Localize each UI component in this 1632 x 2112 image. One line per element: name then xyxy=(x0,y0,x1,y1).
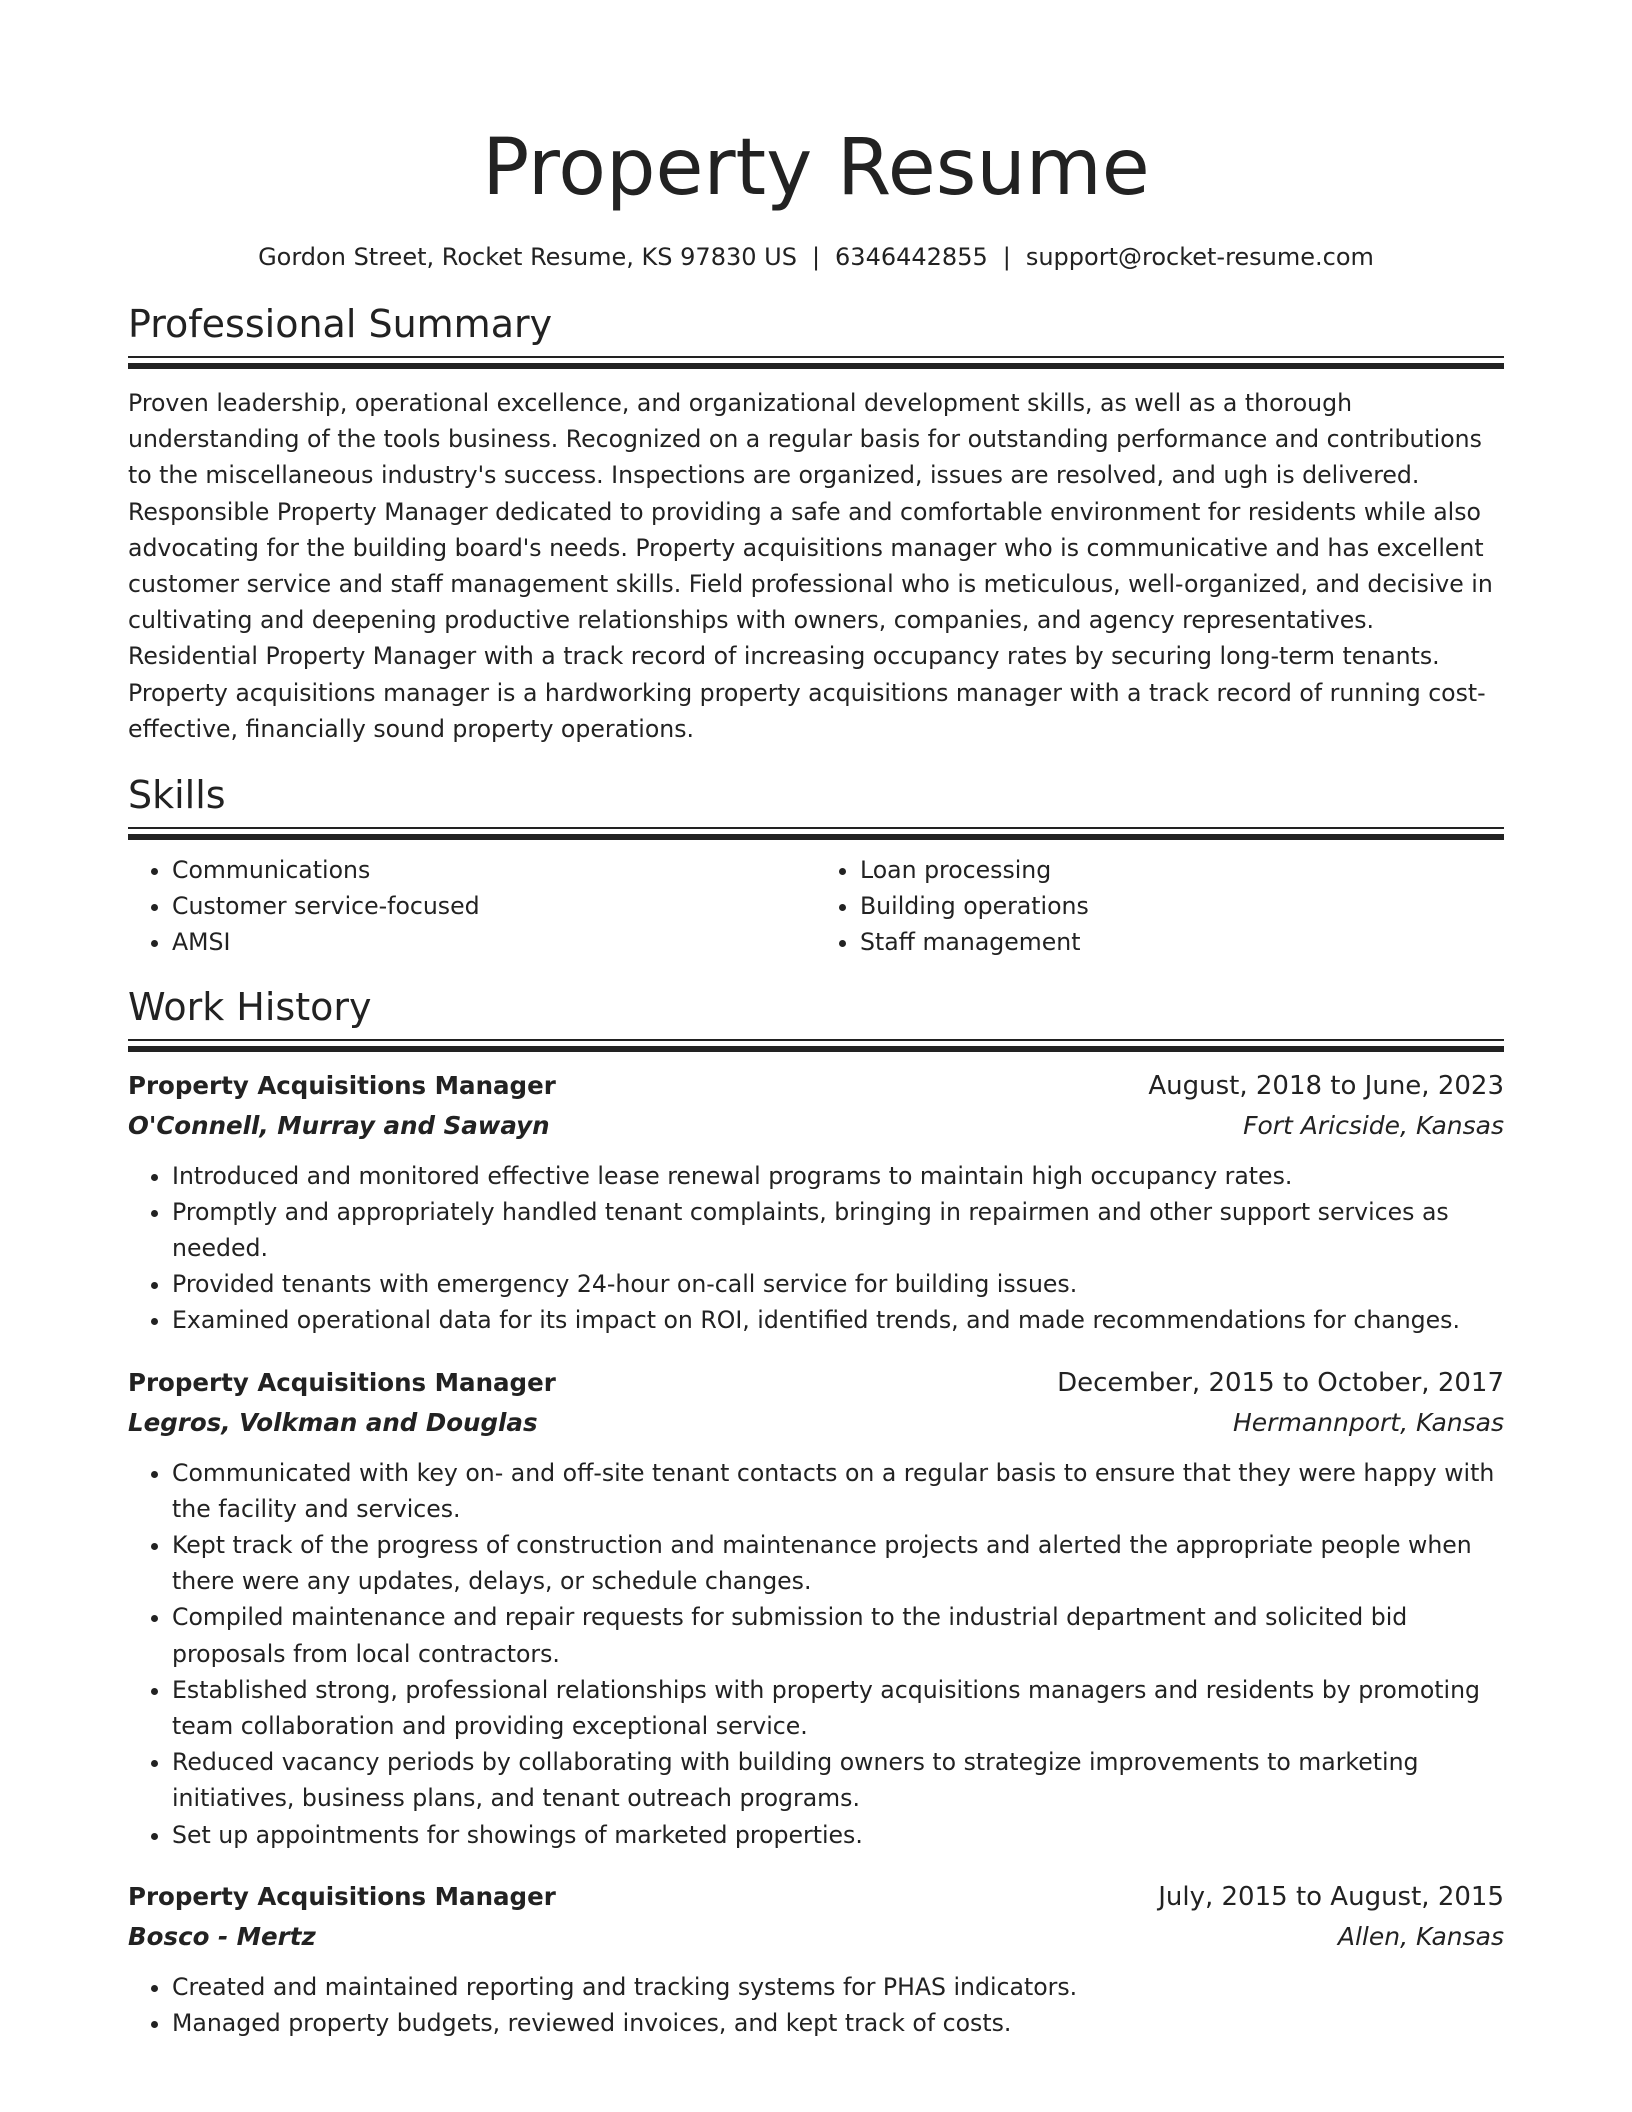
job-entry xyxy=(128,1877,1504,2041)
skills-heading: Skills xyxy=(128,773,226,818)
skill-item: • AMSI xyxy=(172,924,816,960)
job-bullet: • Kept track of the progress of construction and maintenance projects and alerted the appropriate people when there were any updates, delays, or schedule changes. xyxy=(172,1527,1504,1599)
job-bullet: • Examined operational data for its impact on ROI, identified trends, and made recommendations for changes. xyxy=(172,1302,1504,1338)
job-bullet: • Communicated with key on- and off-site tenant contacts on a regular basis to ensure that they were happy with the facility and services. xyxy=(172,1455,1504,1527)
job-location: Hermannport, Kansas xyxy=(1233,1407,1504,1437)
contact-address: Gordon Street, Rocket Resume, KS 97830 US xyxy=(258,243,797,271)
job-bullet: • Established strong, professional relationships with property acquisitions managers and residents by promoting team collaboration and providing exceptional service. xyxy=(172,1672,1504,1744)
contact-phone: 6346442855 xyxy=(835,243,988,271)
skill-item: • Loan processing xyxy=(860,852,1504,888)
job-bullet: • Promptly and appropriately handled tenant complaints, bringing in repairmen and other support services as needed. xyxy=(172,1194,1504,1266)
job-title: Property Acquisitions Manager xyxy=(128,1367,556,1397)
job-location: Fort Aricside, Kansas xyxy=(1243,1110,1504,1140)
resume-title: Property Resume xyxy=(482,123,1150,213)
job-company: O'Connell, Murray and Sawayn xyxy=(128,1110,550,1140)
job-dates: December, 2015 to October, 2017 xyxy=(1057,1367,1504,1398)
contact-separator: | xyxy=(811,243,821,271)
skill-item: • Building operations xyxy=(860,888,1504,924)
job-bullet: • Compiled maintenance and repair requests for submission to the industrial department and solicited bid proposals from local contractors. xyxy=(172,1599,1504,1671)
job-title: Property Acquisitions Manager xyxy=(128,1070,556,1100)
contact-separator: | xyxy=(1002,243,1011,271)
section-divider xyxy=(128,827,1504,840)
skill-item: • Communications xyxy=(172,852,816,888)
work-history-heading: Work History xyxy=(128,984,372,1029)
job-company: Legros, Volkman and Douglas xyxy=(128,1407,538,1437)
summary-text: Proven leadership, operational excellence, and organizational development skills, as well as a thorough understanding of the tools business. Recognized on a regular basis for outstanding performance and contributions to the miscellaneous industry's success. Inspections are organized, issues are resolved, and ugh is delivered. Responsible Property Manager dedicated to providing a safe and comfortable environment for residents while also advocating for the building board's needs. Property acquisitions manager who is communicative and has excellent customer service and staff management skills. Field professional who is meticulous, well-organized, and decisive in cultivating and deepening productive relationships with owners, companies, and agency representatives. Residential Property Manager with a track record of increasing occupancy rates by securing long-term tenants. Property acquisitions manager is a hardworking property acquisitions manager with a track record of running cost-effective, financially sound property operations. xyxy=(128,389,1493,743)
job-bullet: • Managed property budgets, reviewed invoices, and kept track of costs. xyxy=(172,2005,1504,2041)
job-entry xyxy=(128,1066,1504,1339)
job-dates: July, 2015 to August, 2015 xyxy=(1158,1881,1504,1912)
job-bullet: • Reduced vacancy periods by collaborating with building owners to strategize improvements to marketing initiatives, business plans, and tenant outreach programs. xyxy=(172,1744,1504,1816)
skills-list xyxy=(128,852,1504,961)
summary-section xyxy=(128,300,1504,747)
contact-email: support@rocket-resume.com xyxy=(1025,243,1374,271)
summary-heading: Professional Summary xyxy=(128,302,553,346)
job-location: Allen, Kansas xyxy=(1337,1921,1504,1951)
job-bullet: • Created and maintained reporting and tracking systems for PHAS indicators. xyxy=(172,1969,1504,2005)
skills-column-right xyxy=(816,852,1504,961)
job-bullet: • Provided tenants with emergency 24-hour on-call service for building issues. xyxy=(172,1266,1504,1302)
skill-item: • Customer service-focused xyxy=(172,888,816,924)
skills-section xyxy=(128,771,1504,961)
job-dates: August, 2018 to June, 2023 xyxy=(1148,1070,1504,1101)
job-bullet: • Set up appointments for showings of marketed properties. xyxy=(172,1817,1504,1853)
job-company: Bosco - Mertz xyxy=(128,1921,316,1951)
job-bullet: • Introduced and monitored effective lease renewal programs to maintain high occupancy rates. xyxy=(172,1158,1504,1194)
job-title: Property Acquisitions Manager xyxy=(128,1881,556,1911)
job-entry xyxy=(128,1363,1504,1853)
skills-column-left xyxy=(128,852,816,961)
work-history-section xyxy=(128,983,1504,2042)
contact-line xyxy=(128,242,1504,272)
section-divider xyxy=(128,356,1504,369)
skill-item: • Staff management xyxy=(860,924,1504,960)
section-divider xyxy=(128,1039,1504,1052)
